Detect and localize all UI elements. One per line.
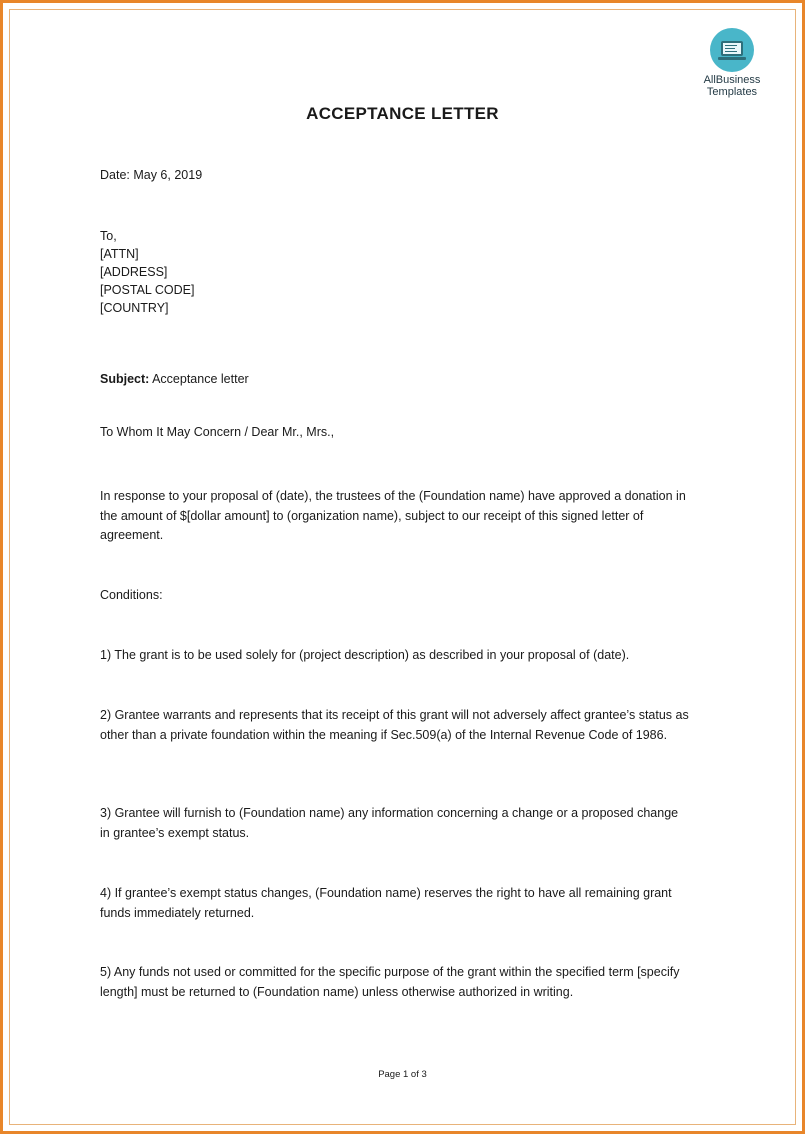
recipient-to: To, xyxy=(100,229,117,243)
subject-line xyxy=(100,370,700,390)
logo-text-line-1: AllBusiness xyxy=(703,74,761,86)
letter-date: Date: May 6, 2019 xyxy=(100,168,203,182)
conditions-heading: Conditions: xyxy=(100,588,163,602)
allbusiness-logo xyxy=(690,28,774,98)
recipient-address-line: [ADDRESS] xyxy=(100,265,168,279)
recipient-postal-code: [POSTAL CODE] xyxy=(100,283,195,297)
condition-1: 1) The grant is to be used solely for (project description) as described in your proposal of (date). xyxy=(100,648,630,662)
condition-2: 2) Grantee warrants and represents that its receipt of this grant will not adversely affect grantee’s status as other than a private foundation within the meaning if Sec.509(a) of the Internal Revenue Code of 1986. xyxy=(100,708,689,742)
intro-paragraph: In response to your proposal of (date), the trustees of the (Foundation name) have approved a donation in the amount of $[dollar amount] to (organization name), subject to our receipt of this signed letter of agreement. xyxy=(100,489,686,542)
recipient-attn: [ATTN] xyxy=(100,247,139,261)
logo-text-line-2: Templates xyxy=(706,86,758,98)
recipient-address xyxy=(100,227,700,317)
subject-text: Acceptance letter xyxy=(149,372,249,386)
laptop-icon xyxy=(710,28,754,72)
salutation: To Whom It May Concern / Dear Mr., Mrs., xyxy=(100,425,335,439)
condition-4: 4) If grantee’s exempt status changes, (Foundation name) reserves the right to have all remaining grant funds immediately returned. xyxy=(100,886,672,920)
recipient-country: [COUNTRY] xyxy=(100,301,169,315)
document-title: ACCEPTANCE LETTER xyxy=(306,104,499,123)
subject-label: Subject: xyxy=(100,372,150,386)
condition-3: 3) Grantee will furnish to (Foundation name) any information concerning a change or a proposed change in grantee’s exempt status. xyxy=(100,806,679,840)
condition-5: 5) Any funds not used or committed for the specific purpose of the grant within the specified term [specify length] must be returned to (Foundation name) unless otherwise authorized in writing. xyxy=(100,965,680,999)
page-number: Page 1 of 3 xyxy=(378,1069,427,1080)
